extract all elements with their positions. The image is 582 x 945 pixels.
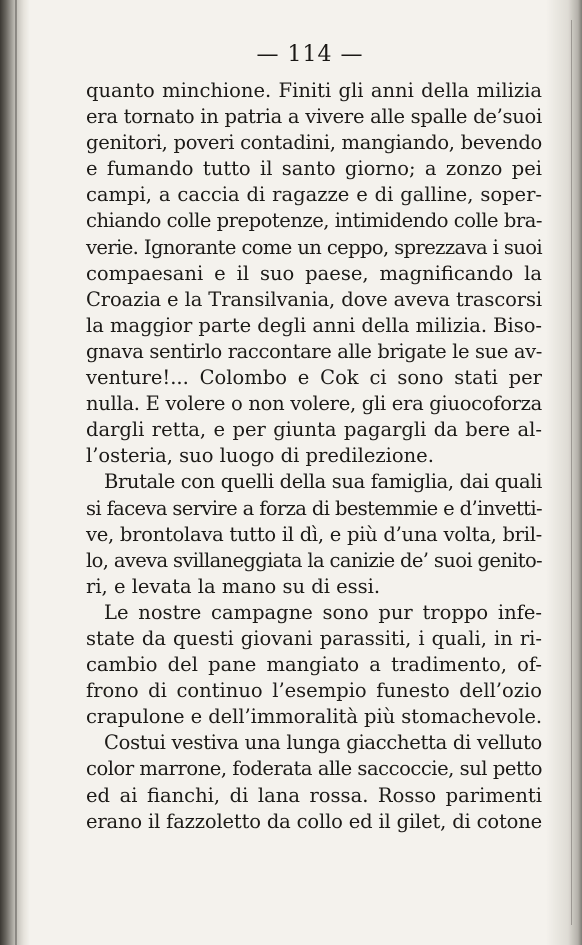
page-right-edge-line — [571, 20, 572, 925]
text-line: chiando colle prepotenze, intimidendo colle bra- — [86, 209, 542, 233]
text-line: compaesani e il suo paese, magnificando la — [86, 261, 542, 285]
page-binding-crease — [15, 0, 17, 945]
text-line: Brutale con quelli della sua famiglia, dai quali — [104, 470, 542, 494]
text-line: era tornato in patria a vivere alle spalle de’suoi — [86, 105, 542, 129]
text-line: lo, aveva svillaneggiata la canizie de’ suoi genito- — [86, 548, 542, 572]
text-line: state da questi giovani parassiti, i quali, in ri- — [86, 626, 542, 650]
text-line: crapulone e dell’immoralità più stomachevole. — [86, 705, 542, 729]
text-line: la maggior parte degli anni della milizia. Biso- — [86, 313, 542, 337]
page-number: — 114 — — [256, 42, 364, 67]
text-line: Costui vestiva una lunga giacchetta di velluto — [104, 731, 542, 755]
body-text — [86, 78, 542, 835]
text-line: si faceva servire a forza di bestemmie e d’invetti- — [86, 496, 542, 520]
page-right-edge-shadow — [546, 0, 582, 945]
text-line: cambio del pane mangiato a tradimento, of- — [86, 653, 542, 677]
text-line: ve, brontolava tutto il dì, e più d’una volta, bril- — [86, 522, 542, 546]
text-line: color marrone, foderata alle saccoccie, sul petto — [86, 757, 542, 781]
text-line: dargli retta, e per giunta pagargli da bere al- — [86, 418, 542, 442]
text-line: venture!... Colombo e Cok ci sono stati per — [86, 366, 542, 390]
text-line: Croazia e la Transilvania, dove aveva trascorsi — [86, 287, 542, 311]
text-line: gnava sentirlo raccontare alle brigate le sue av- — [86, 339, 542, 363]
text-line: quanto minchione. Finiti gli anni della milizia — [86, 79, 542, 102]
text-line: erano il fazzoletto da collo ed il gilet, di cotone — [86, 809, 542, 833]
text-line: e fumando tutto il santo giorno; a zonzo pei — [86, 157, 542, 181]
text-line: ri, e levata la mano su di essi. — [86, 574, 381, 598]
text-line: frono di continuo l’esempio funesto dell’ozio — [86, 679, 542, 703]
text-line: l’osteria, suo luogo di predilezione. — [86, 444, 434, 468]
text-line: ed ai fianchi, di lana rossa. Rosso parimenti — [86, 783, 542, 807]
text-line: Le nostre campagne sono pur troppo infe- — [104, 600, 542, 624]
text-line: genitori, poveri contadini, mangiando, bevendo — [86, 131, 542, 155]
text-line: nulla. E volere o non volere, gli era giuocoforza — [86, 392, 542, 416]
text-line: verie. Ignorante come un ceppo, sprezzava i suoi — [86, 235, 542, 259]
text-line: campi, a caccia di ragazze e di galline, soper- — [86, 183, 542, 207]
